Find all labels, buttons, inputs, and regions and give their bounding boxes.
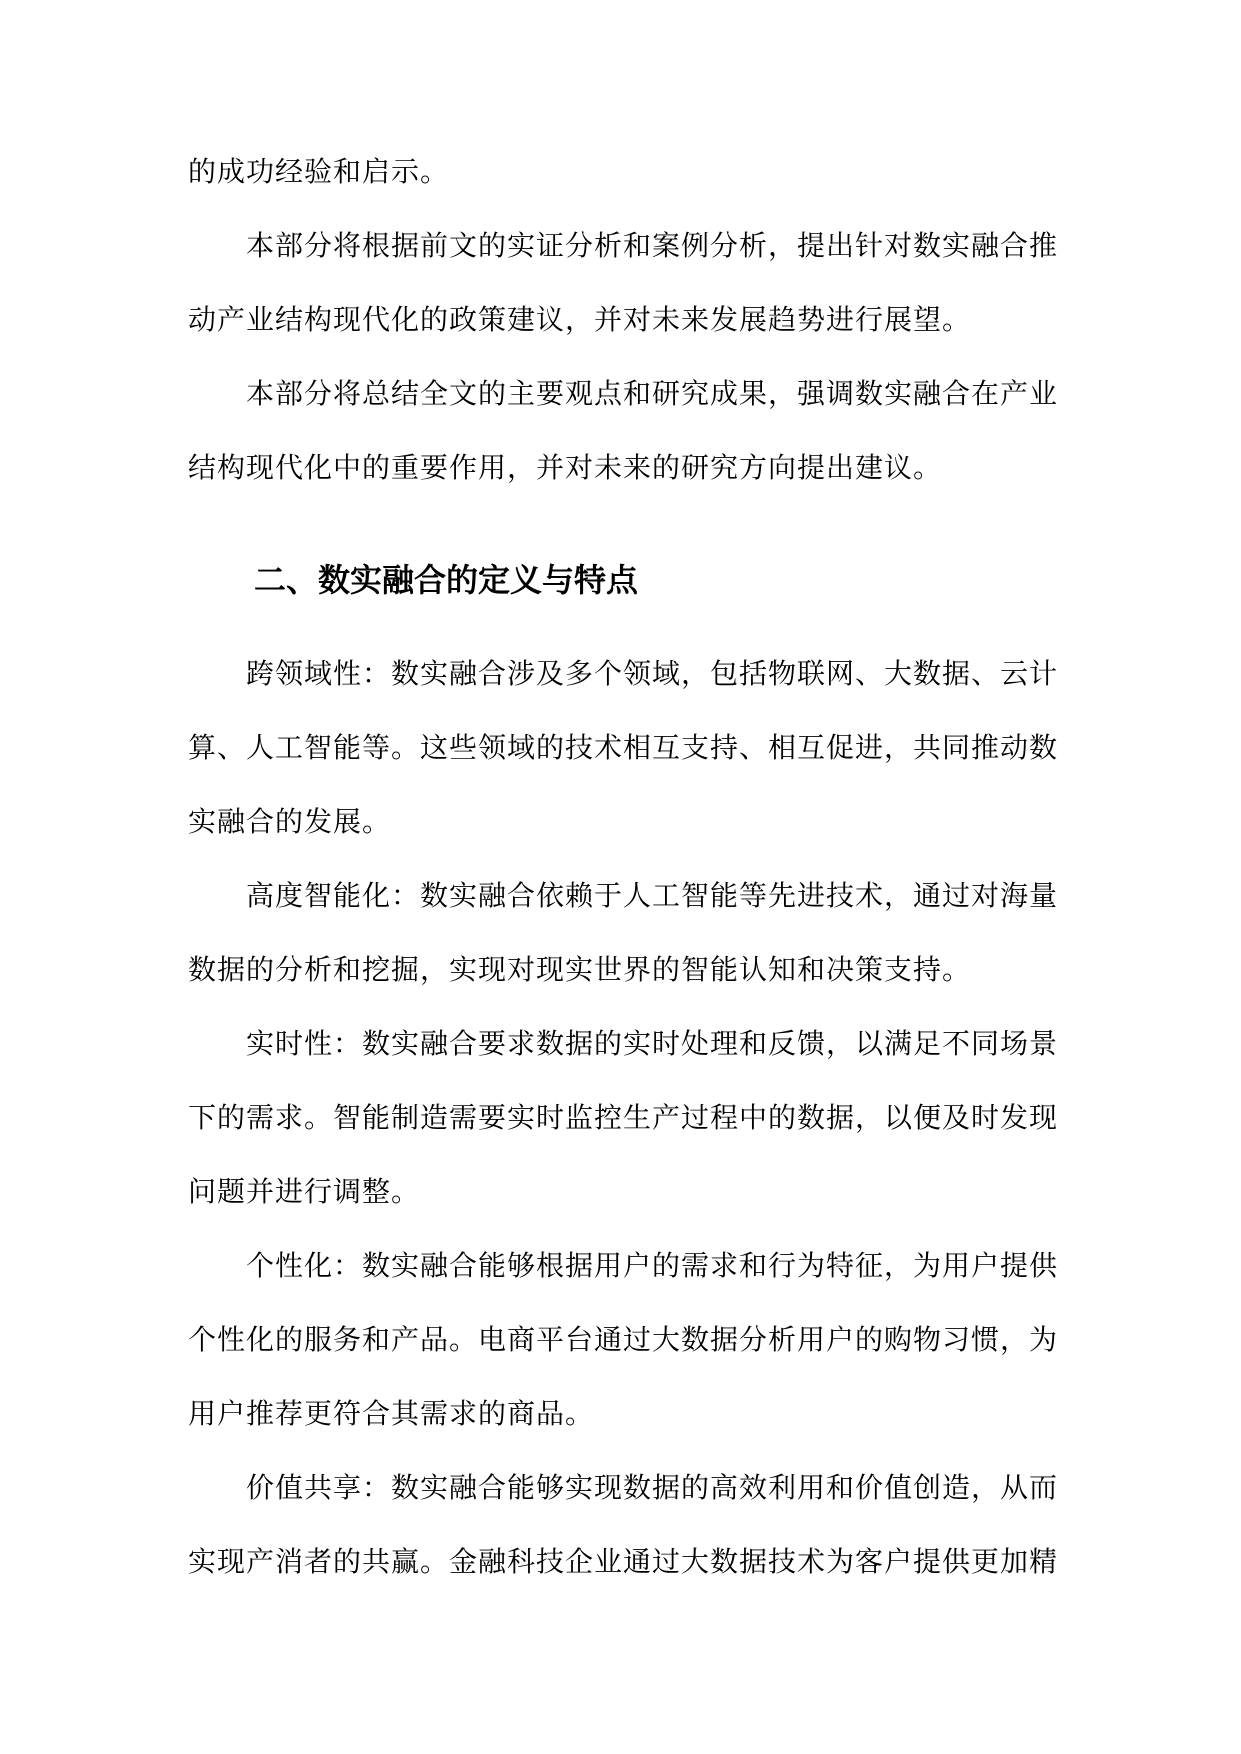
intro-text xyxy=(188,135,1058,505)
paragraph-real-time: 实时性：数实融合要求数据的实时处理和反馈，以满足不同场景下的需求。智能制造需要实时监控生产过程中的数据，以便及时发现问题并进行调整。 xyxy=(188,1027,1059,1208)
intro-paragraph-continuation: 的成功经验和启示。 xyxy=(188,155,450,188)
section-heading: 二、数实融合的定义与特点 xyxy=(254,561,639,599)
section-body xyxy=(188,637,1058,1599)
paragraph-cross-domain: 跨领域性：数实融合涉及多个领域，包括物联网、大数据、云计算、人工智能等。这些领域的技术相互支持、相互促进，共同推动数实融合的发展。 xyxy=(188,657,1059,838)
paragraph-intelligence: 高度智能化：数实融合依赖于人工智能等先进技术，通过对海量数据的分析和挖掘，实现对现实世界的智能认知和决策支持。 xyxy=(188,879,1059,986)
paragraph-personalization: 个性化：数实融合能够根据用户的需求和行为特征，为用户提供个性化的服务和产品。电商平台通过大数据分析用户的购物习惯，为用户推荐更符合其需求的商品。 xyxy=(188,1249,1059,1430)
paragraph-value-sharing: 价值共享：数实融合能够实现数据的高效利用和价值创造，从而实现产消者的共赢。金融科技企业通过大数据技术为客户提供更加精 xyxy=(188,1471,1059,1578)
intro-paragraph-summary: 本部分将总结全文的主要观点和研究成果，强调数实融合在产业结构现代化中的重要作用，并对未来的研究方向提出建议。 xyxy=(188,377,1059,484)
intro-paragraph-policy: 本部分将根据前文的实证分析和案例分析，提出针对数实融合推动产业结构现代化的政策建议，并对未来发展趋势进行展望。 xyxy=(188,229,1059,336)
